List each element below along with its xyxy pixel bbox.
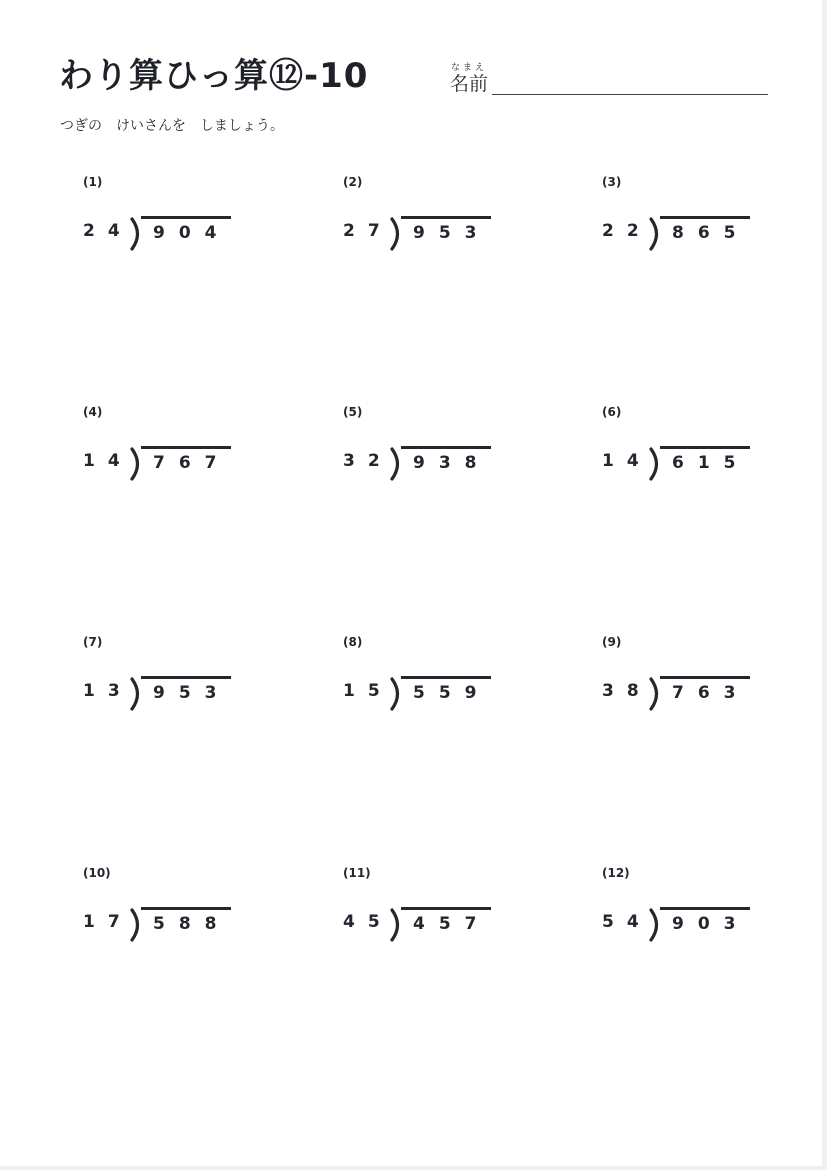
vinculum-line bbox=[141, 216, 231, 219]
divisor: 17 bbox=[83, 912, 133, 932]
division-bracket-icon bbox=[387, 677, 405, 711]
division-bracket-icon bbox=[646, 447, 664, 481]
problem-number: (7) bbox=[83, 635, 103, 649]
divisor: 14 bbox=[602, 451, 652, 471]
divisor: 27 bbox=[343, 221, 393, 241]
problem-number: (3) bbox=[602, 175, 622, 189]
divisor: 15 bbox=[343, 681, 393, 701]
problem-number: (5) bbox=[343, 405, 363, 419]
division-bracket-icon bbox=[387, 217, 405, 251]
vinculum-line bbox=[660, 446, 750, 449]
problem-number: (11) bbox=[343, 866, 371, 880]
vinculum-line bbox=[141, 907, 231, 910]
problem-number: (6) bbox=[602, 405, 622, 419]
name-label: 名前 bbox=[450, 73, 489, 95]
dividend: 615 bbox=[672, 453, 750, 473]
name-field bbox=[448, 60, 770, 98]
divisor: 32 bbox=[343, 451, 393, 471]
divisor: 24 bbox=[83, 221, 133, 241]
divisor: 14 bbox=[83, 451, 133, 471]
vinculum-line bbox=[660, 907, 750, 910]
dividend: 457 bbox=[413, 914, 491, 934]
division-problem bbox=[83, 866, 283, 956]
divisor: 22 bbox=[602, 221, 652, 241]
dividend: 865 bbox=[672, 223, 750, 243]
problem-number: (8) bbox=[343, 635, 363, 649]
dividend: 953 bbox=[413, 223, 491, 243]
division-bracket-icon bbox=[127, 908, 145, 942]
division-bracket-icon bbox=[646, 677, 664, 711]
dividend: 953 bbox=[153, 683, 231, 703]
vinculum-line bbox=[401, 446, 491, 449]
division-bracket-icon bbox=[127, 447, 145, 481]
dividend: 588 bbox=[153, 914, 231, 934]
division-problem bbox=[83, 405, 283, 495]
division-problem bbox=[602, 635, 802, 725]
division-problem bbox=[343, 866, 543, 956]
dividend: 763 bbox=[672, 683, 750, 703]
problem-number: (4) bbox=[83, 405, 103, 419]
problem-number: (9) bbox=[602, 635, 622, 649]
name-ruby: なまえ bbox=[451, 63, 488, 73]
worksheet-title: わり算ひっ算⑫-10 bbox=[59, 56, 369, 96]
dividend: 767 bbox=[153, 453, 231, 473]
divisor: 54 bbox=[602, 912, 652, 932]
division-bracket-icon bbox=[127, 217, 145, 251]
problem-number: (12) bbox=[602, 866, 630, 880]
division-problem bbox=[343, 175, 543, 265]
divisor: 45 bbox=[343, 912, 393, 932]
division-problem bbox=[343, 635, 543, 725]
division-bracket-icon bbox=[646, 217, 664, 251]
vinculum-line bbox=[401, 907, 491, 910]
dividend: 938 bbox=[413, 453, 491, 473]
vinculum-line bbox=[660, 676, 750, 679]
problem-number: (2) bbox=[343, 175, 363, 189]
name-write-line[interactable] bbox=[492, 94, 768, 95]
division-problem bbox=[83, 635, 283, 725]
vinculum-line bbox=[401, 676, 491, 679]
division-bracket-icon bbox=[387, 908, 405, 942]
dividend: 904 bbox=[153, 223, 231, 243]
division-problem bbox=[602, 405, 802, 495]
problem-number: (1) bbox=[83, 175, 103, 189]
division-bracket-icon bbox=[127, 677, 145, 711]
problem-number: (10) bbox=[83, 866, 111, 880]
vinculum-line bbox=[141, 676, 231, 679]
vinculum-line bbox=[141, 446, 231, 449]
division-problem bbox=[602, 866, 802, 956]
divisor: 13 bbox=[83, 681, 133, 701]
instruction-text: つぎの けいさんを しましょう。 bbox=[60, 118, 284, 134]
dividend: 559 bbox=[413, 683, 491, 703]
division-problem bbox=[83, 175, 283, 265]
vinculum-line bbox=[401, 216, 491, 219]
division-bracket-icon bbox=[646, 908, 664, 942]
dividend: 903 bbox=[672, 914, 750, 934]
division-problem bbox=[602, 175, 802, 265]
divisor: 38 bbox=[602, 681, 652, 701]
vinculum-line bbox=[660, 216, 750, 219]
division-bracket-icon bbox=[387, 447, 405, 481]
division-problem bbox=[343, 405, 543, 495]
